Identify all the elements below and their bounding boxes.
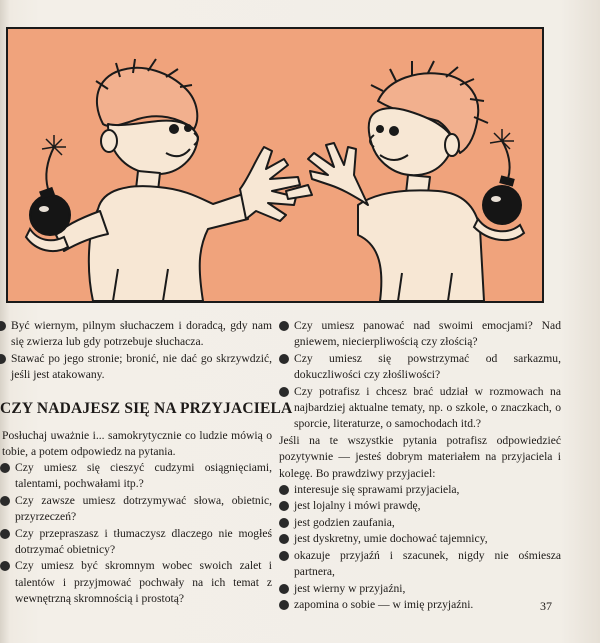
bullet-icon — [279, 600, 289, 610]
list-item-text: interesuje się sprawami przyjaciela, — [294, 483, 460, 497]
bullet-icon — [0, 321, 6, 331]
boy-left-icon — [56, 59, 300, 301]
list-item-text: Czy umiesz się cieszyć cudzymi osiągnięciami, talentami, pochwałami itp.? — [15, 461, 272, 491]
list-item-text: Czy potrafisz i chcesz brać udział w rozmowach na najbardziej aktualne tematy, np. o szkole, o znaczkach, o sporcie, literaturze, o samochodach itd.? — [294, 384, 561, 431]
list-item — [279, 384, 561, 433]
bullet-icon — [279, 501, 289, 511]
boy-right-icon — [286, 61, 488, 301]
list-item — [279, 498, 561, 514]
list-item-text: jest lojalny i mówi prawdę, — [294, 499, 421, 513]
list-item — [0, 351, 272, 384]
bullet-icon — [279, 485, 289, 495]
bomb-right-icon — [474, 129, 524, 240]
list-item — [279, 351, 561, 384]
list-item-text: Czy umiesz być skromnym wobec swoich zalet i talentów i przyjmować pochwały na ich temat z wewnętrzną skromnością i prostotą? — [15, 559, 272, 606]
list-item — [0, 558, 272, 607]
bullet-icon — [0, 561, 10, 571]
list-item-text: okazuje przyjaźń i szacunek, nigdy nie ośmiesza partnera, — [294, 548, 561, 579]
illustration — [6, 27, 544, 303]
right-column — [279, 318, 561, 613]
list-item — [279, 581, 561, 597]
list-item — [0, 493, 272, 526]
list-item — [279, 515, 561, 531]
bullet-icon — [0, 496, 10, 506]
list-item-text: Być wiernym, pilnym słuchaczem i doradcą, gdy nam się zwierza lub gdy potrzebuje słuchacza. — [11, 319, 272, 349]
section-heading: CZY NADAJESZ SIĘ NA PRZYJACIELA — [0, 400, 293, 417]
list-item — [0, 318, 272, 351]
list-item — [279, 548, 561, 581]
list-item — [279, 597, 561, 613]
list-item — [279, 318, 561, 351]
bullet-icon — [279, 551, 289, 561]
left-questions-list — [0, 460, 272, 608]
list-item-text: jest dyskretny, umie dochować tajemnicy, — [294, 532, 488, 546]
bullet-icon — [0, 529, 10, 539]
list-item-text: jest godzien zaufania, — [294, 515, 395, 529]
list-item — [0, 526, 272, 559]
list-item-text: jest wierny w przyjaźni, — [294, 581, 406, 595]
bullet-icon — [279, 584, 289, 594]
bullet-icon — [279, 354, 289, 364]
page-number: 37 — [540, 599, 552, 613]
list-item-text: Czy umiesz się powstrzymać od sarkazmu, dokuczliwości czy złośliwości? — [294, 351, 561, 382]
list-item-text: Stawać po jego stronie; bronić, nie dać go skrzywdzić, jeśli jest atakowany. — [11, 351, 272, 382]
list-item-text: Czy zawsze umiesz dotrzymywać słowa, obietnic, przyrzeczeń? — [15, 493, 272, 524]
bullet-icon — [279, 321, 289, 331]
illustration-drawing — [8, 29, 542, 301]
bullet-icon — [279, 518, 289, 528]
summary-paragraph: Jeśli na te wszystkie pytania potrafisz odpowiedzieć pozytywnie — jesteś dobrym materiałem na przyjaciela i kolegę. Bo prawdziwy przyjaciel: — [279, 433, 561, 480]
list-item — [279, 531, 561, 547]
list-item-text: Czy przepraszasz i tłumaczysz dlaczego nie mogłeś dotrzymać obietnicy? — [15, 526, 272, 557]
list-item-text: zapomina o sobie — w imię przyjaźni. — [294, 597, 474, 611]
list-item — [279, 482, 561, 498]
bullet-icon — [279, 387, 289, 397]
left-top-list — [0, 318, 272, 384]
bullet-icon — [0, 354, 6, 364]
intro-paragraph: Posłuchaj uważnie i... samokrytycznie co ludzie mówią o tobie, a potem odpowiedz na pytania. — [2, 429, 272, 459]
bullet-icon — [0, 463, 10, 473]
list-item-text: Czy umiesz panować nad swoimi emocjami? Nad gniewem, niecierpliwością czy złością? — [294, 319, 561, 349]
list-item — [0, 460, 272, 493]
bullet-icon — [279, 534, 289, 544]
